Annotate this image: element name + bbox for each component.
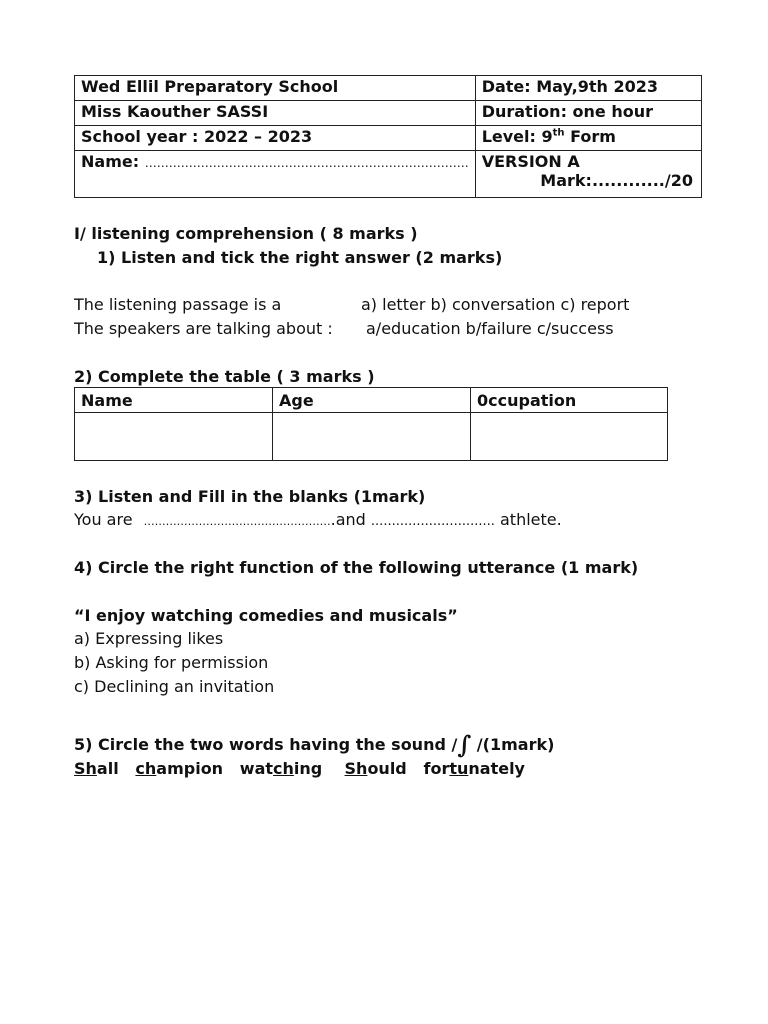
header-table — [74, 75, 702, 198]
level-sup: th — [552, 127, 565, 139]
name-label: Name: — [81, 152, 140, 171]
section1-title: I/ listening comprehension ( 8 marks ) — [74, 224, 418, 243]
word-shall-sound: Sh — [74, 759, 97, 778]
word-should-rest: ould — [367, 759, 407, 778]
q5-title — [74, 730, 554, 759]
q3-sentence — [74, 510, 562, 529]
word-watching-pre: wat — [239, 759, 274, 778]
word-fortunately[interactable] — [423, 759, 525, 778]
cell-occupation-answer[interactable] — [471, 413, 668, 461]
column-age: Age — [273, 388, 471, 413]
word-fortunately-pre: for — [423, 759, 450, 778]
q4-option-c[interactable]: c) Declining an invitation — [74, 677, 275, 696]
complete-table — [74, 387, 668, 461]
name-blank: ……………………………………………………………………… — [144, 156, 469, 170]
q3-title: 3) Listen and Fill in the blanks (1mark) — [74, 487, 426, 506]
word-champion[interactable] — [135, 759, 223, 778]
q5-title-start: 5) Circle the two words having the sound / — [74, 735, 458, 754]
column-name: Name — [75, 388, 273, 413]
q5-title-end: /(1mark) — [471, 735, 555, 754]
exam-level — [475, 126, 701, 151]
q1-line1-options[interactable]: a) letter b) conversation c) report — [361, 295, 630, 314]
word-shall[interactable] — [74, 759, 119, 778]
q4-quote: “I enjoy watching comedies and musicals” — [74, 606, 458, 625]
q1-line1-stem: The listening passage is a — [74, 295, 282, 314]
exam-duration: Duration: one hour — [475, 101, 701, 126]
q1-line2-options[interactable]: a/education b/failure c/success — [366, 319, 614, 338]
school-name: Wed Ellil Preparatory School — [75, 76, 476, 101]
word-watching-rest: ing — [293, 759, 323, 778]
word-should-sound: Sh — [344, 759, 368, 778]
q1-title: 1) Listen and tick the right answer (2 marks) — [97, 248, 503, 267]
cell-name-answer[interactable] — [75, 413, 273, 461]
word-champion-rest: ampion — [156, 759, 224, 778]
level-text: Level: 9 — [481, 127, 553, 146]
q1-line2-stem: The speakers are talking about : — [74, 319, 333, 338]
q3-blank-1[interactable]: …………………………………………… — [143, 515, 331, 528]
cell-age-answer[interactable] — [273, 413, 471, 461]
teacher-name: Miss Kaouther SASSI — [75, 101, 476, 126]
word-watching[interactable] — [240, 759, 322, 778]
word-fortunately-sound: tu — [449, 759, 469, 778]
q3-text-start: You are — [74, 510, 133, 529]
q3-blank-2[interactable]: .............................. — [370, 514, 495, 529]
q4-option-a[interactable]: a) Expressing likes — [74, 629, 224, 648]
version-mark-cell — [475, 151, 701, 198]
q3-and: .and — [330, 510, 366, 529]
level-suffix: Form — [564, 127, 616, 146]
q3-text-end: athlete. — [500, 510, 562, 529]
exam-date: Date: May,9th 2023 — [475, 76, 701, 101]
word-shall-rest: all — [96, 759, 119, 778]
esh-symbol: ∫ — [457, 730, 472, 759]
word-fortunately-rest: nately — [468, 759, 525, 778]
school-year: School year : 2022 – 2023 — [75, 126, 476, 151]
word-should[interactable] — [345, 759, 407, 778]
word-watching-sound: ch — [273, 759, 294, 778]
q4-option-b[interactable]: b) Asking for permission — [74, 653, 269, 672]
version-label: VERSION A — [481, 152, 580, 171]
word-champion-sound: ch — [135, 759, 157, 778]
mark-field: Mark:............/20 — [540, 171, 693, 190]
q4-title: 4) Circle the right function of the following utterance (1 mark) — [74, 558, 639, 577]
column-occupation: 0ccupation — [471, 388, 668, 413]
q5-words — [74, 759, 525, 778]
q2-title: 2) Complete the table ( 3 marks ) — [74, 367, 375, 386]
student-name-field[interactable] — [75, 151, 476, 198]
